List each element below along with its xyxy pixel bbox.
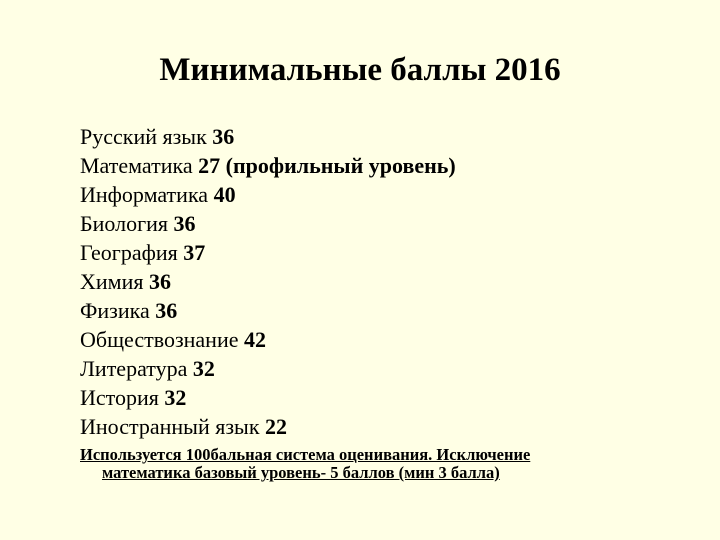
subject-name: Русский язык xyxy=(80,124,207,149)
subject-score: 36 xyxy=(148,269,171,294)
subject-row-foreign-language xyxy=(80,412,456,441)
subject-row-math xyxy=(80,151,456,180)
subject-score: 42 xyxy=(244,327,266,352)
slide-title: Минимальные баллы 2016 xyxy=(159,52,561,88)
subject-row-history xyxy=(80,383,456,412)
grading-note xyxy=(80,446,680,482)
subject-score-list xyxy=(80,122,456,441)
subject-name: Физика xyxy=(80,298,150,323)
subject-row-informatics xyxy=(80,180,456,209)
subject-name: Обществознание xyxy=(80,327,239,352)
subject-name: Биология xyxy=(80,211,169,236)
subject-row-chemistry xyxy=(80,267,456,296)
subject-name: Математика xyxy=(80,153,193,178)
subject-name: Информатика xyxy=(80,182,209,207)
subject-name: Иностранный язык xyxy=(80,414,260,439)
subject-score: 32 xyxy=(164,385,187,410)
subject-score: 36 xyxy=(155,298,178,323)
subject-score: 27 (профильный уровень) xyxy=(198,153,456,178)
grading-note-line-1: Используется 100бальная система оценивания. Исключение xyxy=(80,445,531,464)
subject-row-russian xyxy=(80,122,456,151)
subject-score: 22 xyxy=(265,414,288,439)
subject-row-literature xyxy=(80,354,456,383)
subject-row-physics xyxy=(80,296,456,325)
subject-name: Литература xyxy=(80,356,188,381)
grading-note-line-2: математика базовый уровень- 5 баллов (мин 3 балла) xyxy=(102,463,500,482)
subject-name: История xyxy=(80,385,159,410)
subject-score: 36 xyxy=(212,124,235,149)
subject-score: 32 xyxy=(192,356,215,381)
subject-row-social-studies xyxy=(80,325,456,354)
subject-name: География xyxy=(80,240,178,265)
subject-score: 37 xyxy=(183,240,206,265)
subject-score: 36 xyxy=(173,211,196,236)
subject-name: Химия xyxy=(80,269,144,294)
subject-row-geography xyxy=(80,238,456,267)
subject-score: 40 xyxy=(213,182,236,207)
subject-row-biology xyxy=(80,209,456,238)
